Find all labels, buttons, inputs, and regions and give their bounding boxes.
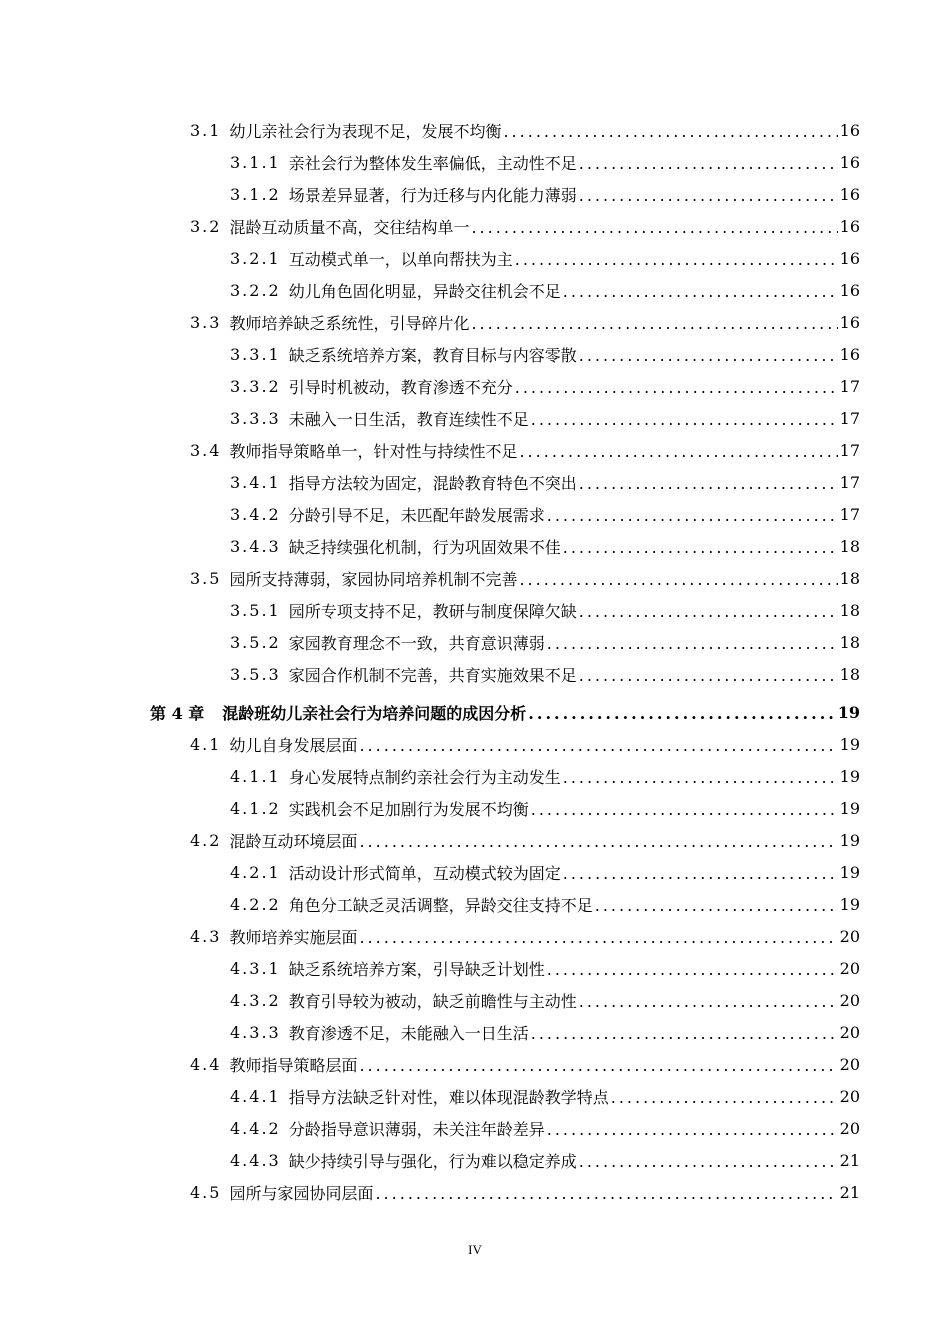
toc-entry[interactable] [230,402,860,434]
toc-entry-title: 互动模式单一，以单向帮扶为主 [288,249,513,269]
toc-entry-number: 3.2.1 [230,248,281,268]
toc-leader-dots [579,992,838,1011]
toc-entry-title: 实践机会不足加剧行为发展不均衡 [288,799,529,819]
toc-entry-page: 20 [839,1086,860,1106]
toc-entry-page: 19 [839,894,860,914]
toc-leader-dots [359,736,837,755]
toc-entry-number: 3.2 [190,216,222,236]
toc-entry[interactable] [190,824,860,856]
toc-entry-number: 4.1.1 [230,766,281,786]
toc-entry-number: 3.1.1 [230,152,281,172]
toc-entry[interactable] [190,434,860,466]
toc-entry-title: 指导方法较为固定，混龄教育特色不突出 [288,473,577,493]
toc-leader-dots [531,800,838,819]
toc-entry-number: 3.4 [190,440,222,460]
toc-entry[interactable] [230,370,860,402]
toc-entry-title: 混龄班幼儿亲社会行为培养问题的成因分析 [222,703,527,723]
toc-entry-title: 园所专项支持不足，教研与制度保障欠缺 [288,601,577,621]
toc-entry-page: 17 [839,408,860,428]
toc-leader-dots [547,506,838,525]
toc-leader-dots [503,122,837,141]
toc-entry-title: 身心发展特点制约亲社会行为主动发生 [288,767,561,787]
toc-entry-title: 教师培养缺乏系统性，引导碎片化 [229,313,470,333]
toc-entry-page: 19 [837,702,860,722]
toc-entry-number: 4.4.1 [230,1086,281,1106]
toc-entry-title: 教师指导策略单一，针对性与持续性不足 [229,441,518,461]
toc-entry-title: 未融入一日生活，教育连续性不足 [288,409,529,429]
toc-entry[interactable] [230,178,860,210]
toc-leader-dots [359,1056,837,1075]
toc-leader-dots [595,896,838,915]
toc-entry[interactable] [150,696,860,728]
toc-entry[interactable] [190,920,860,952]
toc-entry-title: 引导时机被动，教育渗透不充分 [288,377,513,397]
toc-entry-title: 教育引导较为被动，缺乏前瞻性与主动性 [288,991,577,1011]
toc-entry-number: 3.3 [190,312,222,332]
toc-entry-page: 18 [839,664,860,684]
toc-leader-dots [375,1184,837,1203]
toc-entry-title: 缺乏持续强化机制，行为巩固效果不佳 [288,537,561,557]
toc-leader-dots [563,864,838,883]
toc-leader-dots [531,1024,838,1043]
toc-leader-dots [515,378,838,397]
toc-entry-number: 4.3.1 [230,958,281,978]
toc-entry[interactable] [230,338,860,370]
toc-entry[interactable] [230,498,860,530]
toc-entry-title: 幼儿角色固化明显，异龄交往机会不足 [288,281,561,301]
toc-entry-page: 17 [839,376,860,396]
toc-leader-dots [563,538,838,557]
toc-entry-number: 4.4 [190,1054,222,1074]
toc-entry-title: 教师指导策略层面 [229,1055,358,1075]
toc-entry-page: 16 [839,152,860,172]
toc-entry[interactable] [230,792,860,824]
toc-leader-dots [528,704,835,723]
toc-leader-dots [579,346,838,365]
toc-entry-number: 3.3.3 [230,408,281,428]
toc-entry[interactable] [190,1176,860,1208]
toc-entry[interactable] [230,952,860,984]
page-number: IV [468,1242,482,1257]
toc-entry-title: 混龄互动环境层面 [229,831,358,851]
toc-entry-page: 18 [839,600,860,620]
toc-entry[interactable] [230,760,860,792]
toc-entry-number: 4.2.1 [230,862,281,882]
toc-entry-page: 16 [839,216,860,236]
toc-entry-page: 19 [839,830,860,850]
toc-entry-page: 20 [839,1118,860,1138]
toc-entry[interactable] [230,530,860,562]
toc-entry[interactable] [230,1080,860,1112]
toc-entry-title: 教师培养实施层面 [229,927,358,947]
toc-leader-dots [519,442,837,461]
toc-entry-number: 3.5.3 [230,664,281,684]
toc-entry[interactable] [230,984,860,1016]
toc-entry[interactable] [190,1048,860,1080]
toc-entry-number: 第 4 章 [150,703,205,723]
toc-entry-title: 分龄指导意识薄弱，未关注年龄差异 [288,1119,545,1139]
toc-entry-page: 20 [839,926,860,946]
toc-entry[interactable] [190,210,860,242]
toc-entry-page: 20 [839,990,860,1010]
toc-leader-dots [519,570,837,589]
toc-entry[interactable] [190,114,860,146]
toc-entry[interactable] [230,594,860,626]
toc-entry-title: 缺少持续引导与强化，行为难以稳定养成 [288,1151,577,1171]
toc-entry[interactable] [230,1016,860,1048]
toc-entry-number: 4.2.2 [230,894,281,914]
toc-entry-number: 3.5 [190,568,222,588]
toc-entry-title: 活动设计形式简单，互动模式较为固定 [288,863,561,883]
toc-leader-dots [579,154,838,173]
toc-leader-dots [531,410,838,429]
toc-leader-dots [547,634,838,653]
toc-entry-page: 19 [839,734,860,754]
toc-leader-dots [563,282,838,301]
toc-entry-title: 幼儿亲社会行为表现不足，发展不均衡 [229,121,502,141]
toc-entry-page: 16 [839,120,860,140]
toc-leader-dots [547,1120,838,1139]
toc-entry-page: 18 [839,536,860,556]
toc-entry[interactable] [230,242,860,274]
toc-leader-dots [471,218,837,237]
toc-leader-dots [471,314,837,333]
toc-leader-dots [579,474,838,493]
toc-entry-number: 4.3 [190,926,222,946]
toc-leader-dots [579,1152,838,1171]
toc-entry-page: 18 [839,632,860,652]
toc-entry[interactable] [230,146,860,178]
toc-entry-number: 4.4.3 [230,1150,281,1170]
toc-entry-title: 家园教育理念不一致，共育意识薄弱 [288,633,545,653]
toc-entry-number: 3.4.1 [230,472,281,492]
toc-leader-dots [547,960,838,979]
toc-entry-title: 混龄互动质量不高，交往结构单一 [229,217,470,237]
toc-entry-number: 3.1 [190,120,222,140]
toc-entry-title: 家园合作机制不完善，共育实施效果不足 [288,665,577,685]
toc-entry-page: 16 [839,248,860,268]
toc-entry-title: 幼儿自身发展层面 [229,735,358,755]
toc-entry-page: 20 [839,1022,860,1042]
toc-entry[interactable] [230,856,860,888]
toc-entry-number: 4.4.2 [230,1118,281,1138]
toc-leader-dots [579,602,838,621]
toc-entry-number: 3.4.3 [230,536,281,556]
toc-entry-page: 17 [839,472,860,492]
toc-entry-title: 缺乏系统培养方案，引导缺乏计划性 [288,959,545,979]
toc-entry-number: 3.5.2 [230,632,281,652]
toc-entry-title: 缺乏系统培养方案，教育目标与内容零散 [288,345,577,365]
toc-entry-title: 场景差异显著，行为迁移与内化能力薄弱 [288,185,577,205]
toc-leader-dots [359,832,837,851]
toc-entry-number: 4.1.2 [230,798,281,818]
toc-entry-page: 17 [839,440,860,460]
toc-entry[interactable] [230,274,860,306]
toc-entry-title: 教育渗透不足，未能融入一日生活 [288,1023,529,1043]
toc-entry-page: 16 [839,344,860,364]
toc-entry[interactable] [190,728,860,760]
toc-entry-number: 3.3.1 [230,344,281,364]
toc-entry-number: 3.5.1 [230,600,281,620]
toc-entry-number: 4.3.2 [230,990,281,1010]
toc-entry[interactable] [230,466,860,498]
toc-entry-title: 亲社会行为整体发生率偏低，主动性不足 [288,153,577,173]
toc-entry-page: 20 [839,1054,860,1074]
toc-entry-page: 18 [839,568,860,588]
toc-entry[interactable] [230,1112,860,1144]
toc-entry-number: 3.3.2 [230,376,281,396]
toc-entry-page: 21 [839,1182,860,1202]
toc-entry[interactable] [230,626,860,658]
toc-entry[interactable] [230,888,860,920]
toc-entry[interactable] [230,658,860,690]
toc-entry-page: 19 [839,862,860,882]
toc-entry-page: 16 [839,280,860,300]
toc-entry-title: 指导方法缺乏针对性，难以体现混龄教学特点 [288,1087,609,1107]
toc-leader-dots [611,1088,838,1107]
toc-entry-page: 16 [839,312,860,332]
toc-entry-number: 3.1.2 [230,184,281,204]
toc-entry-title: 园所支持薄弱，家园协同培养机制不完善 [229,569,518,589]
toc-entry-number: 4.3.3 [230,1022,281,1042]
toc-entry-page: 16 [839,184,860,204]
toc-entry-number: 3.4.2 [230,504,281,524]
toc-entry-number: 4.1 [190,734,222,754]
toc-entry-number: 3.2.2 [230,280,281,300]
toc-leader-dots [579,666,838,685]
toc-entry[interactable] [230,1144,860,1176]
toc-entry-number: 4.5 [190,1182,222,1202]
toc-entry[interactable] [190,562,860,594]
toc-leader-dots [563,768,838,787]
toc-leader-dots [515,250,838,269]
toc-entry-page: 17 [839,504,860,524]
toc-leader-dots [359,928,837,947]
toc-entry-page: 21 [839,1150,860,1170]
toc-entry-page: 19 [839,798,860,818]
toc-entry-number: 4.2 [190,830,222,850]
toc-leader-dots [579,186,838,205]
toc-entry-title: 角色分工缺乏灵活调整，异龄交往支持不足 [288,895,593,915]
toc-entry[interactable] [190,306,860,338]
toc-entry-page: 20 [839,958,860,978]
toc-entry-title: 分龄引导不足，未匹配年龄发展需求 [288,505,545,525]
toc-entry-title: 园所与家园协同层面 [229,1183,374,1203]
toc-entry-page: 19 [839,766,860,786]
